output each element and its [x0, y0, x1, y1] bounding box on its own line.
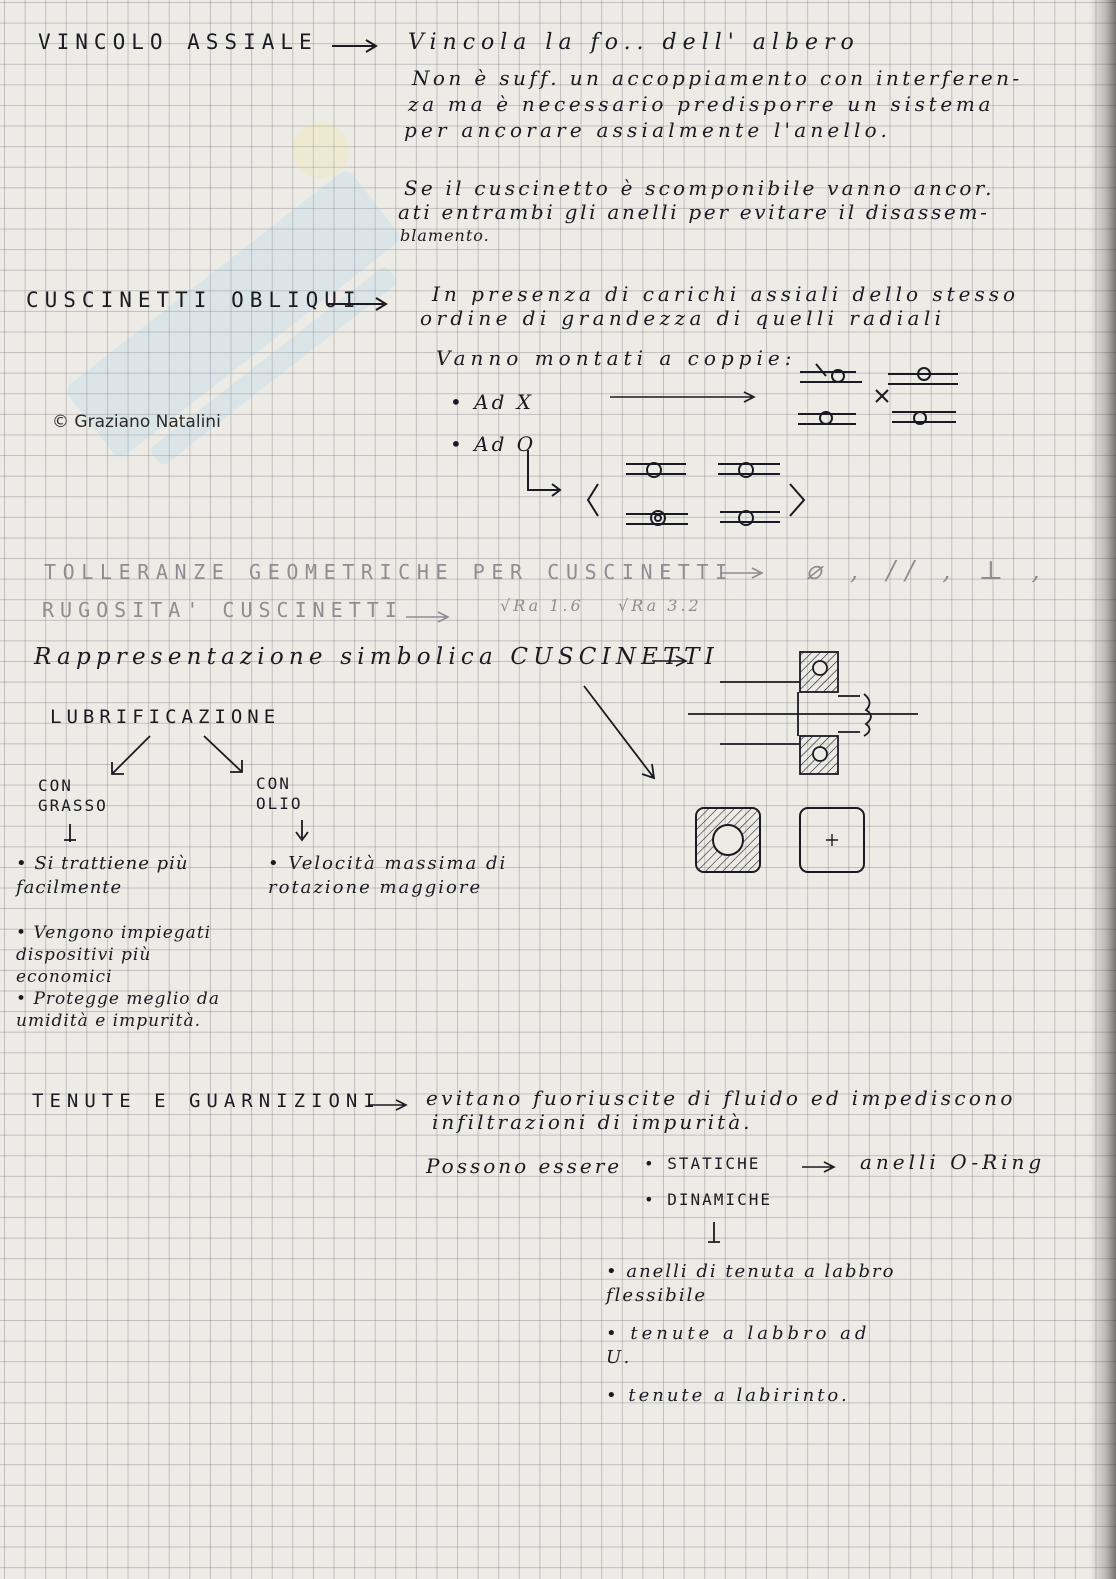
obliqui-option-x: • Ad X — [450, 390, 534, 414]
tolleranze-symbols: ⌀ , // , ⊥ , — [806, 556, 1050, 586]
tenute-line-3: Possono essere — [426, 1154, 623, 1178]
arrows-branch-icon — [104, 732, 254, 782]
arrow-right-icon — [718, 566, 768, 580]
vincolo-line-4: per ancorare assialmente l'anello. — [404, 118, 892, 142]
arrow-right-icon — [800, 1160, 840, 1174]
o-mounting-sketch — [522, 450, 812, 536]
arrow-down-icon — [292, 818, 312, 844]
section-title-cuscinetti-obliqui: CUSCINETTI OBLIQUI — [26, 288, 362, 312]
arrow-right-icon — [608, 390, 758, 404]
notebook-binding-shadow — [1090, 0, 1116, 1579]
section-title-tenute-guarnizioni: TENUTE E GUARNIZIONI — [32, 1090, 381, 1112]
grasso-item: • Si trattiene più facilmente — [16, 853, 189, 898]
bearing-symbol-hatched — [694, 806, 764, 876]
bearing-symbol-plain — [798, 806, 868, 876]
arrow-down-icon — [704, 1220, 724, 1248]
section-title-lubrificazione: LUBRIFICAZIONE — [50, 706, 281, 728]
rugosita-ra-1-6: √Ra 1.6 — [500, 596, 584, 615]
tenute-dinamiche: • DINAMICHE — [644, 1190, 772, 1209]
rappresentazione-label: Rappresentazione simbolica CUSCINETTI — [34, 644, 719, 670]
olio-item: • Velocità massima di rotazione maggiore — [268, 853, 508, 898]
grasso-item: • Vengono impiegati dispositivi più economici — [16, 923, 212, 987]
arrow-down-right-icon — [582, 684, 662, 784]
tolleranze-label: TOLLERANZE GEOMETRICHE PER CUSCINETTI — [44, 560, 734, 584]
lubrificazione-grasso-label: CON GRASSO — [38, 776, 108, 815]
tenute-statiche: • STATICHE — [644, 1154, 761, 1173]
obliqui-option-o: • Ad O — [450, 432, 537, 456]
arrow-right-icon — [326, 296, 390, 312]
vincolo-line-6: ati entrambi gli anelli per evitare il disassem- — [398, 200, 990, 224]
copyright-label: © Graziano Natalini — [52, 412, 221, 432]
bearing-section-sketch — [680, 648, 920, 778]
arrow-right-icon — [330, 38, 380, 54]
grasso-item: • Protegge meglio da umidità e impurità. — [16, 989, 220, 1031]
section-title-vincolo-assiale: VINCOLO ASSIALE — [38, 30, 318, 54]
tenute-statiche-example: anelli O-Ring — [860, 1150, 1046, 1174]
arrow-right-icon — [366, 1098, 412, 1112]
x-mounting-sketch — [796, 362, 966, 438]
obliqui-line-3: Vanno montati a coppie: — [436, 346, 797, 370]
tenute-line-1: evitano fuoriuscite di fluido ed impediscono — [426, 1086, 1016, 1110]
dinamiche-item: • anelli di tenuta a labbro flessibile — [606, 1261, 896, 1306]
dinamiche-item: • tenute a labbro ad U. — [606, 1323, 871, 1368]
tenute-line-2: infiltrazioni di impurità. — [432, 1110, 753, 1134]
rugosita-label: RUGOSITA' CUSCINETTI — [42, 598, 403, 622]
obliqui-line-1: In presenza di carichi assiali dello stesso — [432, 282, 1020, 306]
vincolo-line-5: Se il cuscinetto è scomponibile vanno ancor. — [404, 176, 995, 200]
vincolo-line-2: Non è suff. un accoppiamento con interferen- — [412, 66, 1023, 90]
vincolo-line-3: za ma è necessario predisporre un sistema — [408, 92, 995, 116]
obliqui-line-2: ordine di grandezza di quelli radiali — [420, 306, 946, 330]
lubrificazione-olio-label: CON OLIO — [256, 774, 303, 813]
arrow-down-icon — [60, 822, 80, 848]
rugosita-ra-3-2: √Ra 3.2 — [618, 596, 702, 615]
vincolo-line-7: blamento. — [400, 226, 490, 245]
vincolo-line-1: Vincola la fo.. dell' albero — [408, 30, 860, 55]
arrow-right-icon — [404, 610, 454, 624]
dinamiche-item: • tenute a labirinto. — [606, 1385, 850, 1406]
